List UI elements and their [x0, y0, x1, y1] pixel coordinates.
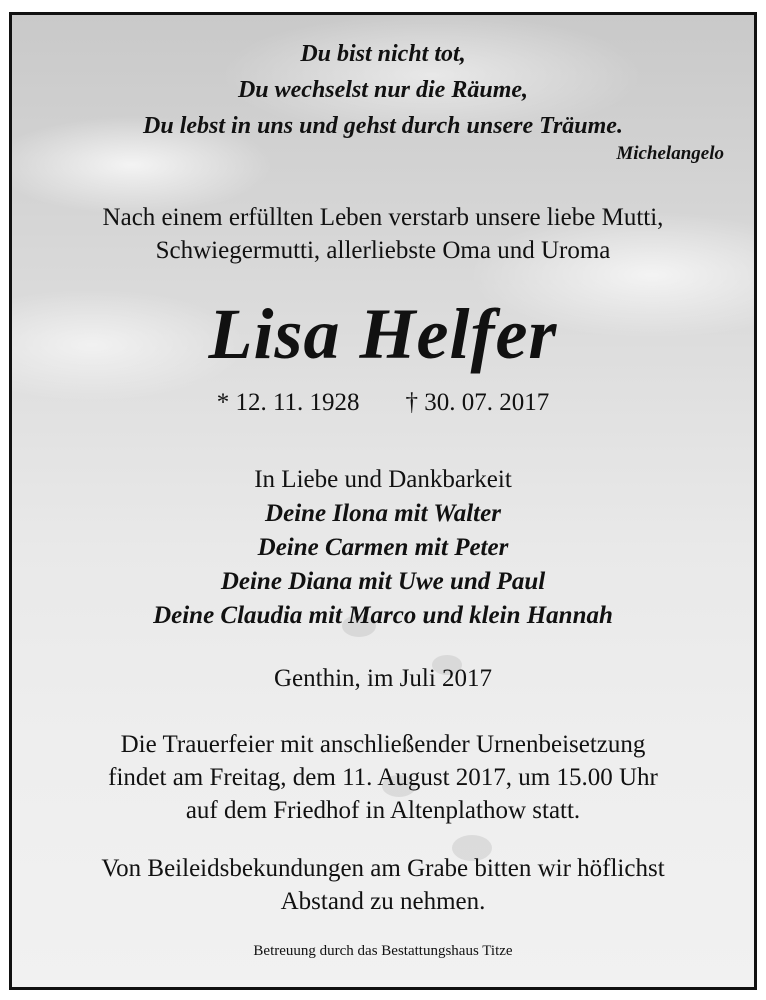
obituary-notice: [9, 12, 757, 990]
life-dates: [12, 389, 754, 417]
quote-author: Michelangelo: [616, 143, 724, 164]
intro-line-2: Schwiegermutti, allerliebste Oma und Uroma: [155, 237, 611, 264]
death-date: † 30. 07. 2017: [405, 389, 550, 416]
mourner-name: Deine Diana mit Uwe und Paul: [220, 568, 546, 595]
request-line-2: Abstand zu nehmen.: [280, 888, 486, 915]
quote-line-1: Du bist nicht tot,: [300, 41, 466, 67]
funeral-line-1: Die Trauerfeier mit anschließender Urnenbeisetzung: [120, 731, 646, 758]
intro-line-1: Nach einem erfüllten Leben verstarb unsere liebe Mutti,: [102, 204, 664, 231]
mourner-name: Deine Ilona mit Walter: [265, 500, 501, 527]
funeral-line-2: findet am Freitag, dem 11. August 2017, um 15.00 Uhr: [108, 764, 658, 791]
funeral-line-3: auf dem Friedhof in Altenplathow statt.: [185, 797, 581, 824]
request-line-1: Von Beileidsbekundungen am Grabe bitten wir höflichst: [101, 855, 665, 882]
mourner-name: Deine Claudia mit Marco und klein Hannah: [153, 602, 613, 629]
deceased-name: Lisa Helfer: [208, 294, 558, 374]
mourner-name: Deine Carmen mit Peter: [257, 534, 509, 561]
mourners-intro: In Liebe und Dankbarkeit: [254, 466, 512, 493]
birth-date: * 12. 11. 1928: [216, 389, 360, 416]
quote-line-3: Du lebst in uns und gehst durch unsere Träume.: [143, 113, 623, 139]
quote-line-2: Du wechselst nur die Räume,: [237, 77, 529, 103]
funeral-home-credit: Betreuung durch das Bestattungshaus Titze: [253, 943, 513, 959]
place-date: Genthin, im Juli 2017: [273, 665, 493, 692]
